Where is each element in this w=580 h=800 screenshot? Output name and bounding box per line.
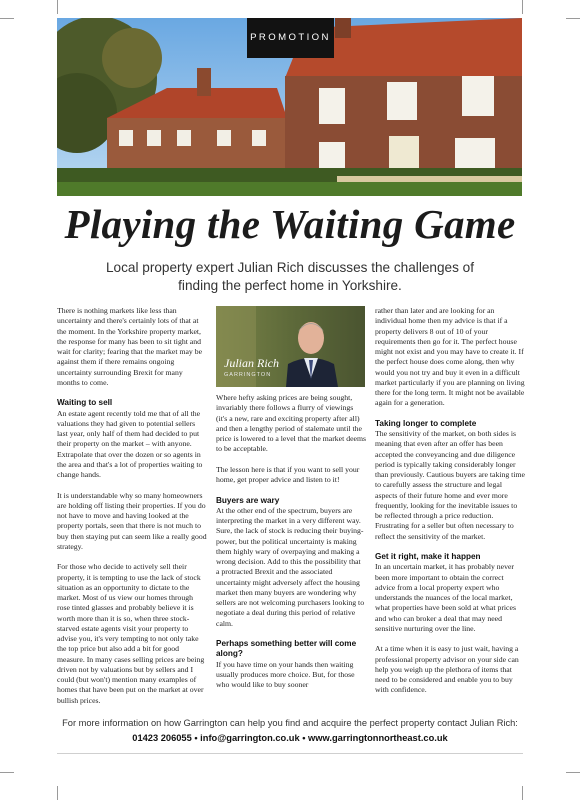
footer-divider xyxy=(57,753,523,754)
crop-mark xyxy=(57,786,58,800)
crop-mark xyxy=(57,0,58,14)
section-heading-longer: Taking longer to complete xyxy=(375,418,477,428)
paragraph: It is understandable why so many homeowners are holding off listing their properties. If you do not have to move and having looked at the property portals, seen that there is not much to buy then staying put can seem like a really good strategy. xyxy=(57,490,207,551)
paragraph: Where hefty asking prices are being sought, invariably there follows a flurry of viewings (it's a new, rare and exciting property after all) and then a lengthy period of stalemate until the price is lowered to a level that the market deems to be acceptable. xyxy=(216,393,366,454)
paragraph: At the other end of the spectrum, buyers are interpreting the market in a very different way. Sure, the lack of stock is reducing their buying-power, but the political uncertainty is making them highly wary of overpaying and making a wrong decision. Add to this the possibility that a protracted Brexit and the associated uncertainty might adversely affect the housing market then many buyers are wondering why sellers are not welcoming purchasers looking to negotiate a deal during this period of relative calm. xyxy=(216,505,365,628)
paragraph: The sensitivity of the market, on both sides is meaning that even after an offer has been accepted the conveyancing and due diligence period is typically taking considerably longer than previously. Cautious buyers are taking time to carefully assess the structure and legal aspects of their future home and ever more frequently, looking for the inevitable issues to be reflected through a price reduction. Frustrating for a seller but often necessary to reflect the sensitivity of the market. xyxy=(375,429,525,541)
portrait-name: Julian Rich xyxy=(224,356,279,370)
crop-mark xyxy=(566,772,580,773)
crop-mark xyxy=(522,0,523,14)
crop-mark xyxy=(566,18,580,19)
section-heading-right: Get it right, make it happen xyxy=(375,552,481,561)
paragraph: An estate agent recently told me that of all the valuations they had given to potential sellers last year, only half of them had decided to put their property on the market – with anyone. Extrapolate that over the dozen or so agents in the area and that's a lot of properties waiting to change hands. xyxy=(57,408,203,479)
article-column-1 xyxy=(57,306,207,716)
subhead: Local property expert Julian Rich discusses the challenges of finding the perfect home in Yorkshire. xyxy=(106,260,474,293)
paragraph: rather than later and are looking for an individual home then my advice is that if a property delivers 8 out of 10 of your requirements then go for it. The perfect house might not exist and you may have to create it. If the perfect house does come along, then why would you not try and buy it even in a difficult market particularly if you are planning on living there for the long term. It might not be available again for a generation. xyxy=(375,306,525,408)
paragraph: For those who decide to actively sell their property, it is tempting to use the lack of stock situation as an opportunity to dictate to the market. Most of us view our homes through rose tinted glasses and probably believe it is worth more than it is so, when three stock-starved estate agents visit your property to advise you, it's very tempting to not only take the top price but also add a bit for good measure. In many cases selling prices are being driven not by valuations but by sellers and I could (but won't) mention many examples of homes that have been put on the market at over bullish prices. xyxy=(57,562,205,705)
paragraph: If you have time on your hands then waiting usually produces more choice. But, for those who would like to buy sooner xyxy=(216,659,355,689)
footer-contacts: 01423 206055 • info@garrington.co.uk • www.garringtonnortheast.co.uk xyxy=(132,733,448,743)
section-heading-better: Perhaps something better will come along? xyxy=(216,639,357,659)
crop-mark xyxy=(0,772,14,773)
author-portrait xyxy=(216,306,365,387)
section-heading-waiting: Waiting to sell xyxy=(57,398,113,408)
crop-mark xyxy=(522,786,523,800)
crop-mark xyxy=(0,18,14,19)
headline: Playing the Waiting Game xyxy=(64,201,516,247)
promotion-label: PROMOTION xyxy=(247,18,334,58)
intro-paragraph: There is nothing markets like less than uncertainty and there's certainly lots of that at the moment. In the Yorkshire property market, the response for many has been to sit tight and wait for clarity; fearing that the market may be against them if there remains ongoing uncertainty surrounding Brexit for many months to come. xyxy=(57,306,203,387)
article-column-2 xyxy=(216,393,366,701)
paragraph: In an uncertain market, it has probably never been more important to obtain the correct advice from a local property expert who understands the nuances of the local market, what properties have been sold at what prices and who can broker a deal that may need sensitive nurturing over the line. xyxy=(375,562,516,633)
article-column-3 xyxy=(375,306,525,706)
section-heading-buyers: Buyers are wary xyxy=(216,495,280,505)
paragraph: The lesson here is that if you want to sell your home, get proper advice and listen to it! xyxy=(216,464,360,484)
portrait-company: GARRINGTON xyxy=(224,372,272,378)
paragraph: At a time when it is easy to just wait, having a professional property advisor on your side can help you weigh up the plethora of items that need to be considered and enable you to buy with confidence. xyxy=(375,644,519,695)
footer-info: For more information on how Garrington can help you find and acquire the perfect property contact Julian Rich: xyxy=(62,718,518,728)
